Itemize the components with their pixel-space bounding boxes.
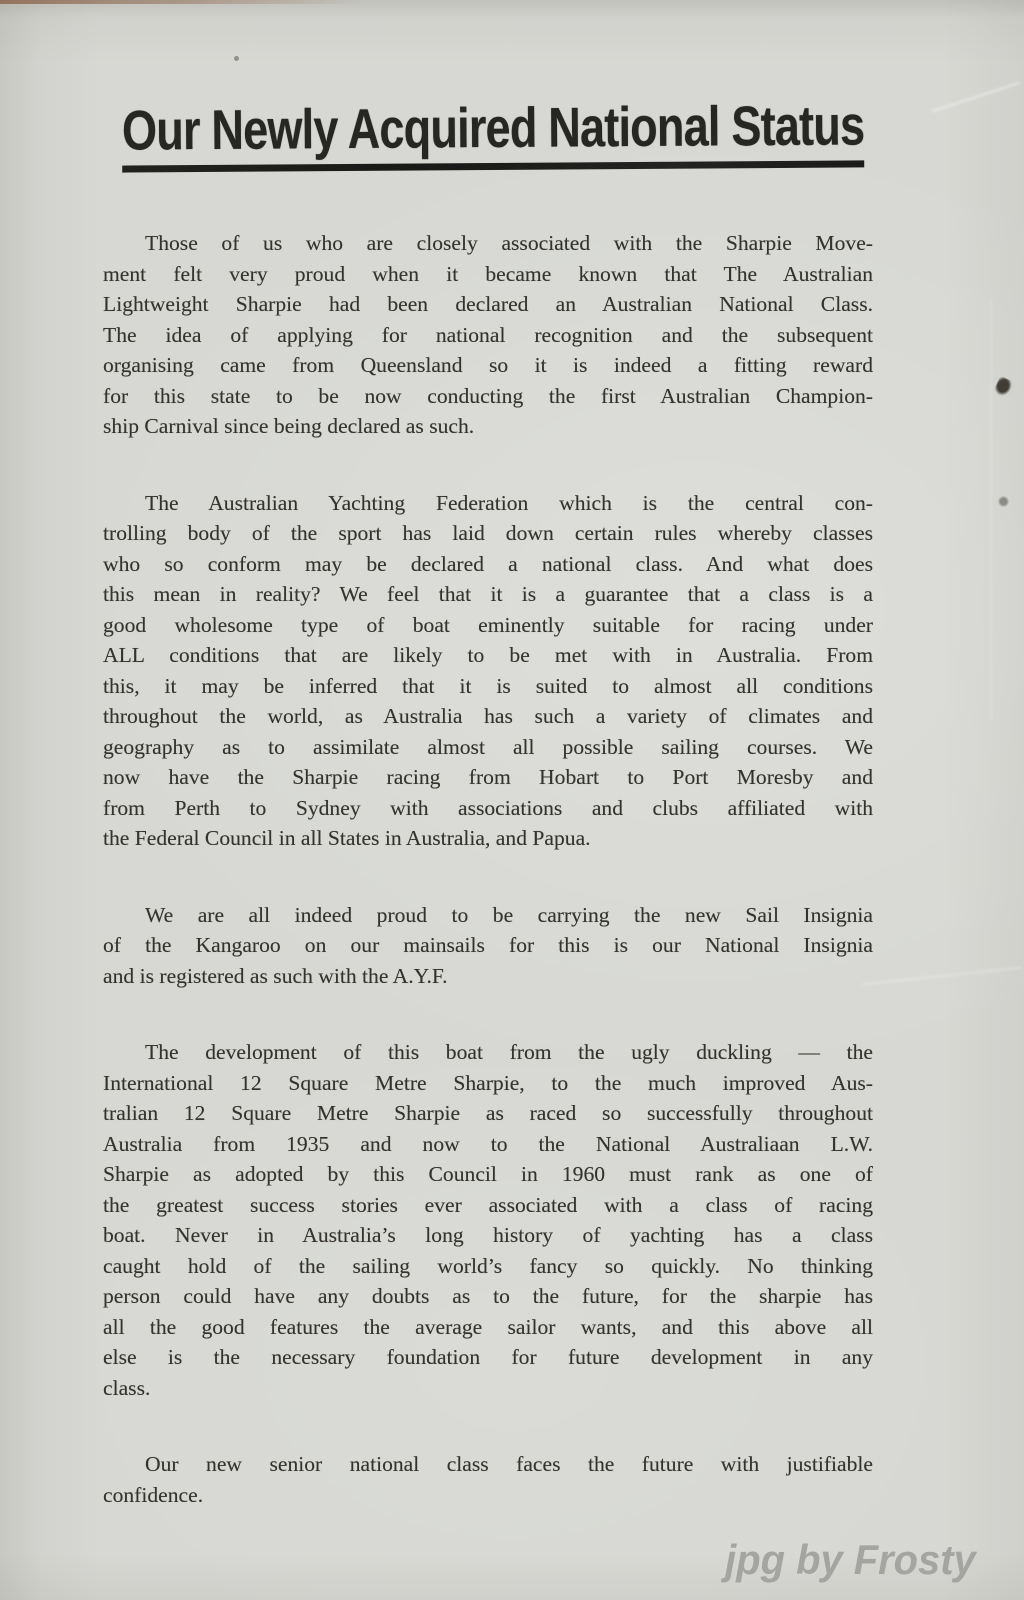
- text-line: The Australian Yachting Federation which is the central con-: [145, 490, 873, 515]
- page-title: Our Newly Acquired National Status: [121, 93, 865, 162]
- text-line: this mean in reality? We feel that it is a guarantee that a class is a: [103, 582, 873, 606]
- text-line: class.: [103, 1375, 151, 1400]
- watermark-text: jpg by Frosty: [725, 1536, 976, 1583]
- paper-crease: [862, 967, 1021, 986]
- paper-crease: [932, 82, 1020, 112]
- paragraph: [103, 1037, 873, 1403]
- paper-crease: [990, 300, 992, 720]
- text-line: We are all indeed proud to be carrying the new Sail Insignia: [145, 902, 873, 927]
- text-line: throughout the world, as Australia has such a variety of climates and: [103, 704, 873, 728]
- text-line: International 12 Square Metre Sharpie, to the much improved Aus-: [103, 1070, 873, 1095]
- text-line: The idea of applying for national recognition and the subsequent: [103, 322, 873, 347]
- paragraph: [103, 1449, 873, 1510]
- text-line: for this state to be now conducting the first Australian Champion-: [103, 383, 873, 408]
- text-line: caught hold of the sailing world’s fancy so quickly. No thinking: [103, 1253, 873, 1278]
- text-line: ment felt very proud when it became known that The Australian: [103, 261, 873, 286]
- text-line: organising came from Queensland so it is indeed a fitting reward: [103, 353, 873, 377]
- text-line: Lightweight Sharpie had been declared an Australian National Class.: [103, 292, 873, 316]
- text-line: ship Carnival since being declared as such.: [103, 414, 475, 438]
- paragraph: [103, 228, 873, 442]
- text-line: and is registered as such with the A.Y.F.: [103, 963, 448, 988]
- text-line: all the good features the average sailor wants, and this above all: [103, 1314, 873, 1339]
- text-line: from Perth to Sydney with associations and clubs affiliated with: [103, 795, 873, 820]
- text-line: Those of us who are closely associated with the Sharpie Move-: [145, 231, 873, 255]
- text-line: geography as to assimilate almost all possible sailing courses. We: [103, 734, 873, 759]
- text-line: boat. Never in Australia’s long history of yachting has a class: [103, 1223, 873, 1247]
- article-header: [122, 95, 864, 172]
- text-line: ALL conditions that are likely to be met with in Australia. From: [103, 643, 873, 667]
- scan-speck: [234, 56, 239, 61]
- text-line: good wholesome type of boat eminently suitable for racing under: [103, 612, 873, 637]
- scan-speck: [998, 496, 1009, 507]
- text-line: trolling body of the sport has laid down certain rules whereby classes: [103, 521, 873, 545]
- text-line: now have the Sharpie racing from Hobart to Port Moresby and: [103, 765, 873, 789]
- text-line: Our new senior national class faces the future with justifiable: [145, 1452, 873, 1476]
- paragraph: [103, 900, 873, 992]
- text-line: Sharpie as adopted by this Council in 1960 must rank as one of: [103, 1162, 873, 1186]
- text-line: who so conform may be declared a national class. And what does: [103, 551, 873, 576]
- text-line: the Federal Council in all States in Australia, and Papua.: [103, 826, 591, 850]
- title-underline: [122, 160, 864, 172]
- text-line: Australia from 1935 and now to the National Australiaan L.W.: [103, 1131, 873, 1156]
- text-line: of the Kangaroo on our mainsails for this is our National Insignia: [103, 933, 873, 957]
- text-line: this, it may be inferred that it is suited to almost all conditions: [103, 673, 873, 698]
- text-line: tralian 12 Square Metre Sharpie as raced so successfully throughout: [103, 1101, 873, 1125]
- text-line: person could have any doubts as to the future, for the sharpie has: [103, 1284, 873, 1308]
- text-line: else is the necessary foundation for future development in any: [103, 1345, 873, 1369]
- paragraph: [103, 488, 873, 854]
- text-line: The development of this boat from the ugly duckling — the: [145, 1040, 873, 1064]
- scan-edge-strip: [0, 0, 360, 4]
- text-line: the greatest success stories ever associated with a class of racing: [103, 1192, 873, 1217]
- text-line: confidence.: [103, 1482, 204, 1507]
- scan-speck: [993, 376, 1014, 399]
- article-body: [103, 228, 873, 1556]
